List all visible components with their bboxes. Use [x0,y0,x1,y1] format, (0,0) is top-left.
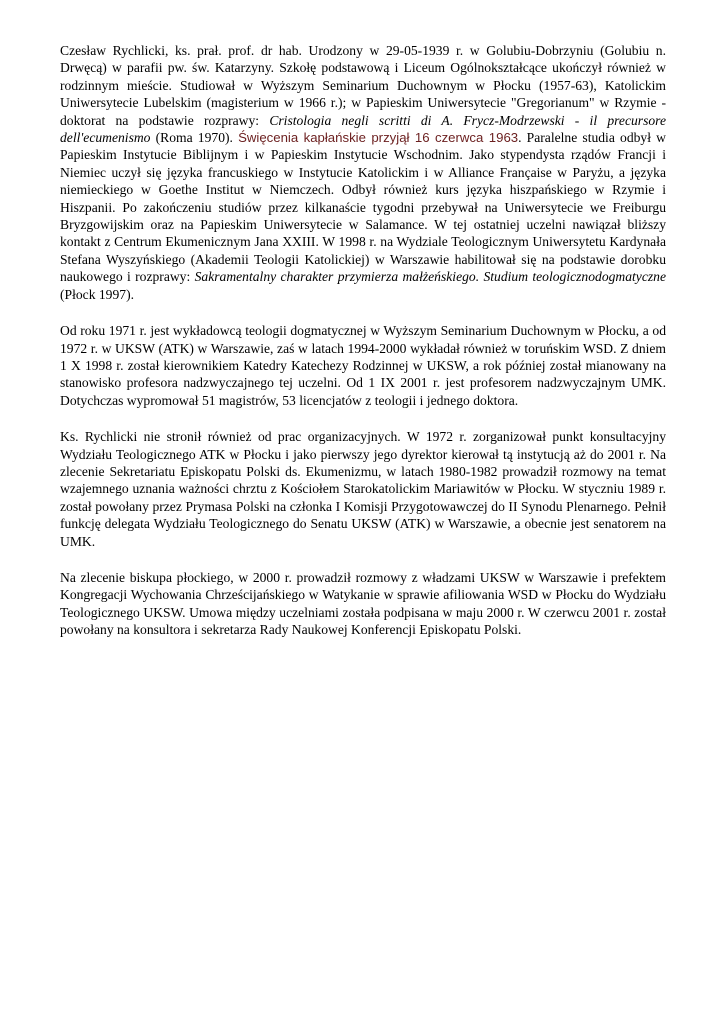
text-run: Na zlecenie biskupa płockiego, w 2000 r. prowadził rozmowy z władzami UKSW w Warszawie i prefektem Kongregacji Wychowania Chrześcijańskiego w Watykanie w sprawie afiliowania WSD w Płocku do Wydziału Teologicznego UKSW. Umowa między uczelniami została podpisana w maju 2000 r. W czerwcu 2001 r. został powołany na konsultora i sekretarza Rady Naukowej Konferencji Episkopatu Polski. [60,569,666,638]
paragraph-affiliation [60,569,666,639]
ordination-note: Święcenia kapłańskie przyjął 16 czerwca 1963 [238,130,519,146]
text-run: Czesław Rychlicki, ks. prał. prof. dr hab. Urodzony w 29-05-1939 r. w Golubiu-Dobrzyniu (Golubiu n. Drwęcą) w parafii pw. św. Katarzyny. Szkołę podstawową i Liceum Ogólnokształcące ukończył również w rodzinnym mieście. Studiował w Wyższym Seminarium Duchownym w Płocku (1957-63), Katolickim Uniwersytecie Lubelskim (magisterium w 1966 r.); w Papieskim Uniwersytecie "Gregorianum" w Rzymie - doktorat na podstawie rozprawy: [60,43,666,128]
text-run: (Roma 1970). [150,130,239,146]
paragraph-biography [60,42,666,303]
text-run: (Płock 1997). [60,286,135,302]
text-run: . Paralelne studia odbył w Papieskim Instytucie Biblijnym i w Papieskim Instytucie Wschodnim. Jako stypendysta rządów Francji i Niemiec uczył się języka francuskiego w Instytucie Katolickim i w Alliance Française w Paryżu, a języka niemieckiego w Goethe Institut w Niemczech. Odbył również kurs języka hiszpańskiego w Rzymie i Hiszpanii. Po zakończeniu studiów przez kilkanaście tygodni przebywał na Uniwersytecie we Freiburgu Bryzgowijskim oraz na Papieskim Uniwersytecie w Salamance. W tej ostatniej uczelni nawiązał bliższy kontakt z Centrum Ekumenicznym Jana XXIII. W 1998 r. na Wydziale Teologicznym Uniwersytetu Kardynała Stefana Wyszyńskiego (Akademii Teologii Katolickiej) w Warszawie habilitował się na podstawie dorobku naukowego i rozprawy: [60,130,666,285]
paragraph-teaching [60,322,666,409]
paragraph-organization [60,428,666,550]
text-run: Od roku 1971 r. jest wykładowcą teologii dogmatycznej w Wyższym Seminarium Duchownym w Płocku, a od 1972 r. w UKSW (ATK) w Warszawie, zaś w latach 1994-2000 wykładał również w toruńskim WSD. Z dniem 1 X 1998 r. został kierownikiem Katedry Katechezy Rodzinnej w UKSW, a rok później został mianowany na stanowisko profesora nadzwyczajnego tej uczelni. Od 1 IX 2001 r. jest profesorem nadzwyczajnym UMK. Dotychczas wypromował 51 magistrów, 53 licencjatów z teologii i jednego doktora. [60,323,666,408]
dissertation-title: Cristologia negli scritti di A. Frycz-Modrzewski - il precursore dell'ecumenismo [60,112,666,146]
text-run: Ks. Rychlicki nie stronił również od prac organizacyjnych. W 1972 r. zorganizował punkt konsultacyjny Wydziału Teologicznego ATK w Płocku i jako pierwszy jego dyrektor kierował tą instytucją aż do 2001 r. Na zlecenie Sekretariatu Episkopatu Polski ds. Ekumenizmu, w latach 1980-1982 prowadził rozmowy na temat wzajemnego uznania ważności chrztu z Kościołem Starokatolickim Mariawitów w Płocku. W styczniu 1989 r. został powołany przez Prymasa Polski na członka I Komisji Przygotowawczej do II Synodu Plenarnego. Pełnił funkcję delegata Wydziału Teologicznego do Senatu UKSW (ATK) w Warszawie, a obecnie jest senatorem na UMK. [60,429,666,549]
habilitation-title: Sakramentalny charakter przymierza małżeńskiego. Studium teologicznodogmatyczne [194,269,666,285]
